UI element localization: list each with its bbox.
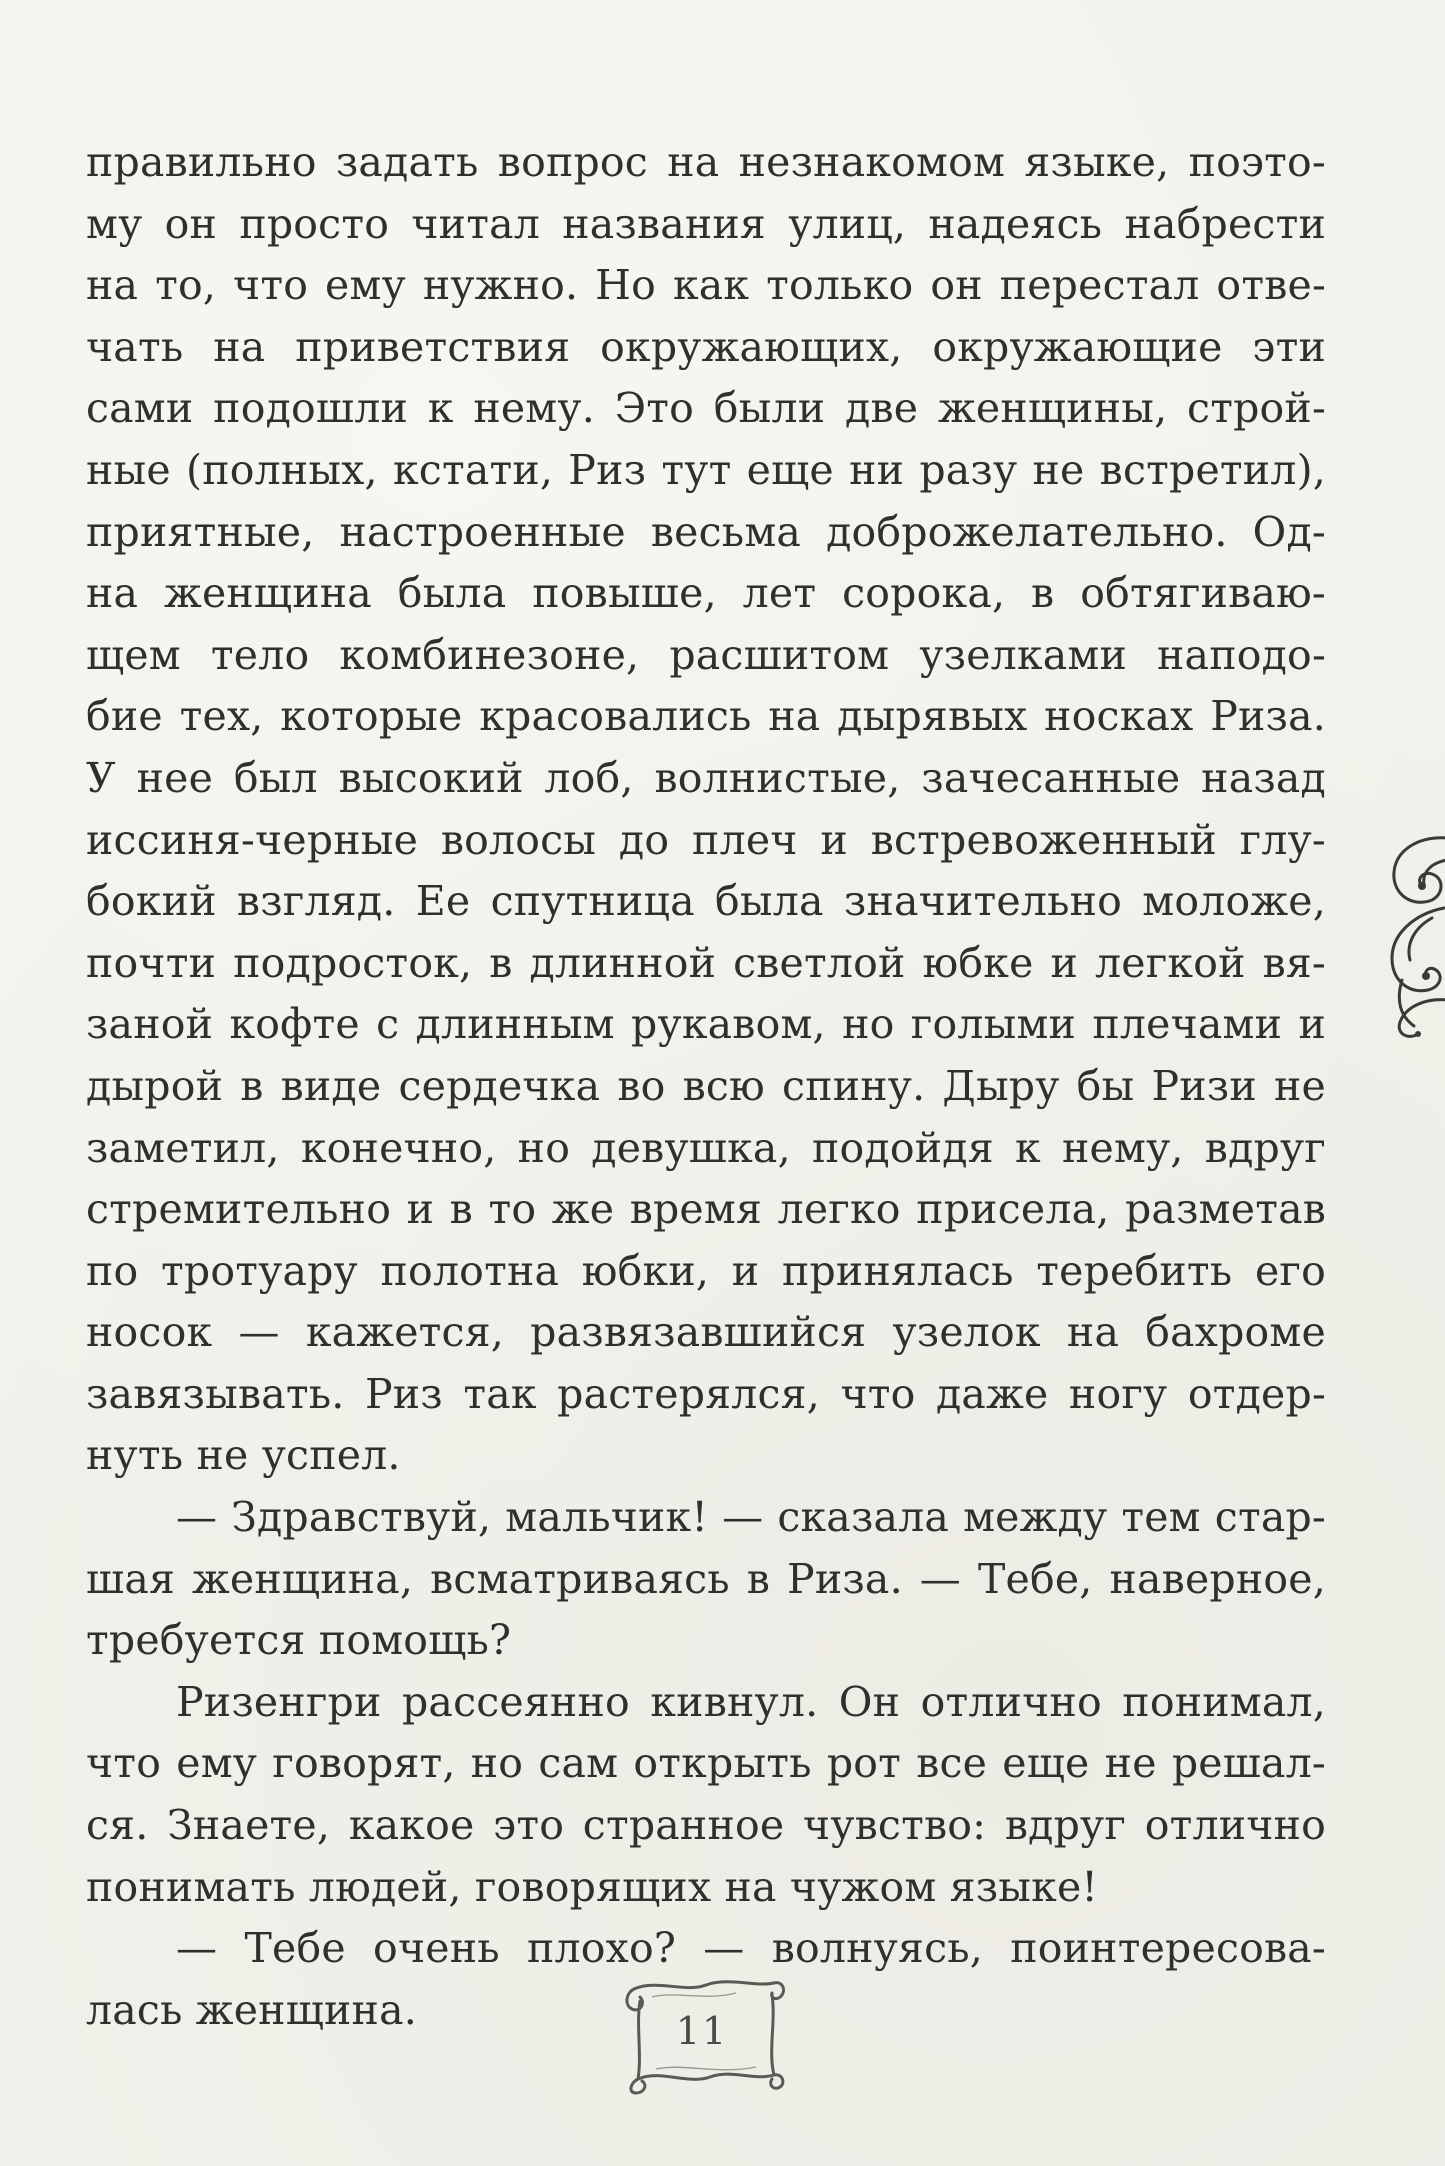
text-line: иссиня-черные волосы до плеч и встревоженный глу- — [86, 815, 1326, 864]
text-line: бие тех, которые красовались на дырявых носках Риза. — [86, 692, 1326, 741]
text-line: носок — кажется, развязавшийся узелок на бахроме — [86, 1308, 1326, 1357]
text-line: дырой в виде сердечка во всю спину. Дыру бы Ризи не — [86, 1061, 1326, 1110]
text-line: нуть не успел. — [86, 1431, 401, 1480]
text-line: понимать людей, говорящих на чужом языке! — [86, 1862, 1099, 1911]
text-line: требуется помощь? — [86, 1616, 512, 1665]
text-line: заной кофте с длинным рукавом, но голыми плечами и — [86, 1000, 1326, 1049]
text-line: — Тебе очень плохо? — волнуясь, поинтересова- — [176, 1924, 1326, 1973]
text-line: на женщина была повыше, лет сорока, в обтягиваю- — [86, 569, 1326, 618]
text-line: Ризенгри рассеянно кивнул. Он отлично понимал, — [176, 1677, 1326, 1726]
text-line: ся. Знаете, какое это странное чувство: вдруг отлично — [86, 1801, 1326, 1850]
text-line: стремительно и в то же время легко присела, разметав — [86, 1185, 1326, 1234]
text-line: завязывать. Риз так растерялся, что даже ногу отдер- — [86, 1369, 1326, 1418]
text-line: чать на приветствия окружающих, окружающие эти — [86, 322, 1326, 371]
text-line: У нее был высокий лоб, волнистые, зачесанные назад — [86, 753, 1326, 802]
text-line: что ему говорят, но сам открыть рот все еще не решал- — [86, 1739, 1326, 1788]
text-line: правильно задать вопрос на незнакомом языке, поэто- — [86, 138, 1326, 186]
text-line: — Здравствуй, мальчик! — сказала между тем стар- — [176, 1493, 1326, 1542]
page-number: 11 — [675, 2009, 729, 2053]
text-line: шая женщина, всматриваясь в Риза. — Тебе, наверное, — [86, 1554, 1326, 1603]
text-line: щем тело комбинезоне, расшитом узелками наподо- — [86, 630, 1326, 679]
text-line: на то, что ему нужно. Но как только он перестал отве- — [86, 261, 1326, 310]
text-line: приятные, настроенные весьма доброжелательно. Од- — [86, 507, 1326, 556]
text-line: лась женщина. — [86, 1985, 417, 2034]
text-line: му он просто читал названия улиц, надеясь набрести — [86, 199, 1326, 248]
text-line: сами подошли к нему. Это были две женщины, строй- — [86, 384, 1326, 433]
text-line: ные (полных, кстати, Риз тут еще ни разу не встретил), — [86, 445, 1326, 494]
text-line: по тротуару полотна юбки, и принялась теребить его — [86, 1246, 1326, 1295]
body-text — [86, 132, 1326, 2041]
page-number-frame — [616, 1975, 788, 2095]
text-line: почти подросток, в длинной светлой юбке и легкой вя- — [86, 938, 1326, 987]
text-line: заметил, конечно, но девушка, подойдя к нему, вдруг — [86, 1123, 1326, 1172]
text-line: бокий взгляд. Ее спутница была значительно моложе, — [86, 877, 1326, 926]
swirl-ornament-icon — [1378, 830, 1445, 1040]
